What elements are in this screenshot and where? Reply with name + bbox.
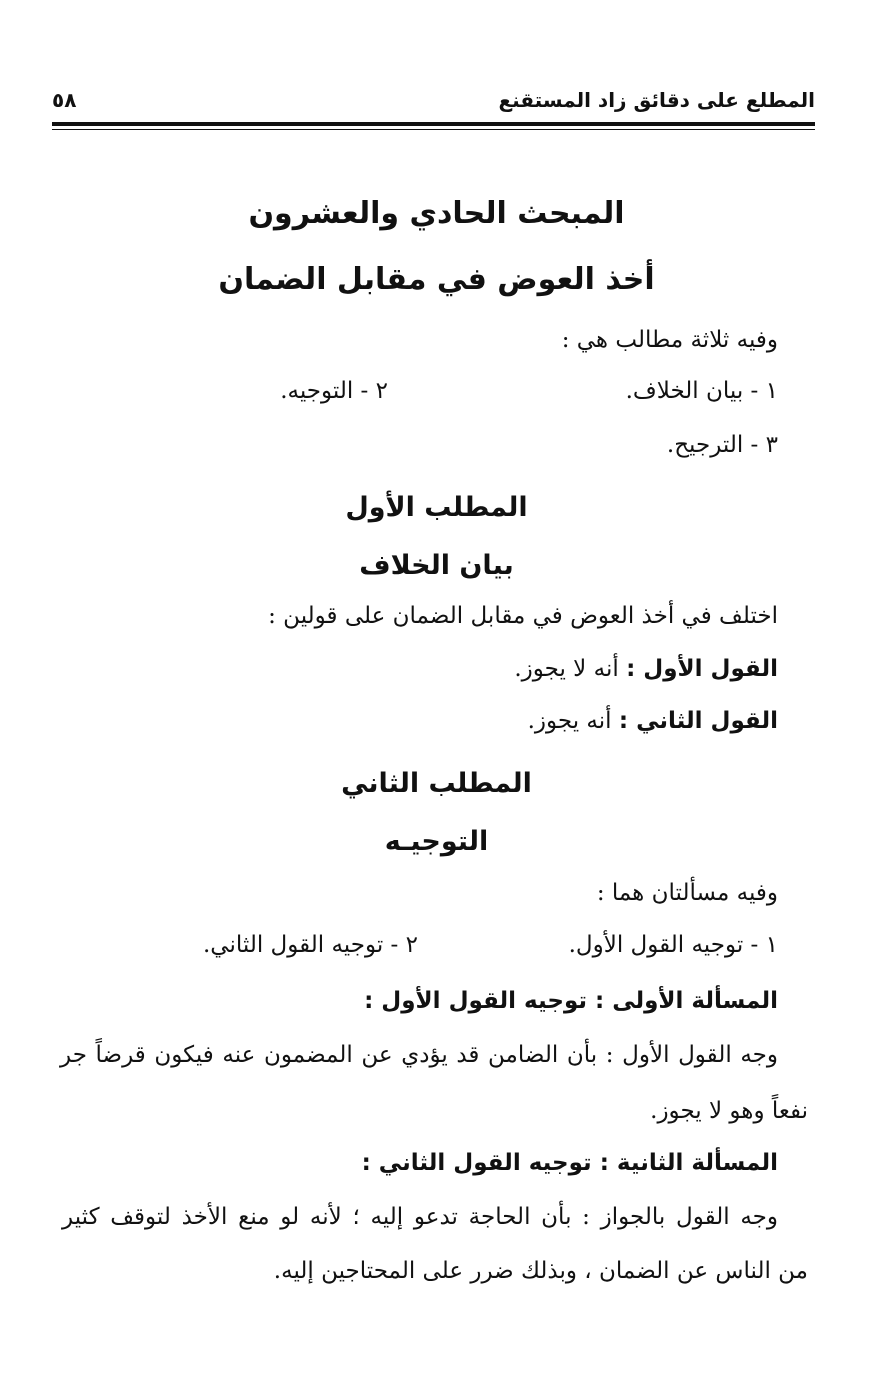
opinion-one: [514, 656, 778, 682]
opinion-two-text: أنه يجوز.: [527, 708, 612, 734]
opinion-two: [528, 708, 778, 734]
header-rule: [52, 122, 815, 126]
part-two-item-1: ١ - توجيه القول الأول.: [568, 932, 778, 958]
section-subtitle: أخذ العوض في مقابل الضمان: [218, 262, 655, 297]
section-title: المبحث الحادي والعشرون: [248, 196, 625, 231]
issue-one-line-2: نفعاً وهو لا يجوز.: [650, 1098, 808, 1124]
part-two-intro: وفيه مسألتان هما :: [596, 880, 778, 906]
book-title: المطلع على دقائق زاد المستقنع: [498, 88, 815, 112]
part-one-intro: اختلف في أخذ العوض في مقابل الضمان على قولين :: [268, 603, 778, 629]
part-one-subtitle: بيان الخلاف: [359, 550, 514, 581]
issue-two-line-2: من الناس عن الضمان ، وبذلك ضرر على المحتاجين إليه.: [273, 1258, 808, 1284]
intro-item-3: ٣ - الترجيح.: [666, 432, 778, 458]
part-two-subtitle: التوجيـه: [384, 826, 489, 857]
issue-one-line-1: وجه القول الأول : بأن الضامن قد يؤدي عن المضمون عنه فيكون قرضاً جر: [60, 1042, 778, 1068]
intro-item-1: ١ - بيان الخلاف.: [625, 378, 778, 404]
intro-item-2: ٢ - التوجيه.: [280, 378, 388, 404]
page-header: [52, 88, 815, 118]
opinion-one-text: أنه لا يجوز.: [514, 656, 619, 682]
issue-two-heading: المسألة الثانية : توجيه القول الثاني :: [361, 1150, 778, 1176]
issue-one-heading: المسألة الأولى : توجيه القول الأول :: [364, 988, 778, 1014]
opinion-one-label: القول الأول :: [626, 656, 778, 682]
page-number: ٥٨: [52, 88, 77, 112]
issue-two-line-1: وجه القول بالجواز : بأن الحاجة تدعو إليه ؛ لأنه لو منع الأخذ لتوقف كثير: [62, 1204, 778, 1230]
part-two-item-2: ٢ - توجيه القول الثاني.: [202, 932, 418, 958]
part-one-title: المطلب الأول: [345, 492, 528, 523]
intro-text: وفيه ثلاثة مطالب هي :: [561, 327, 778, 353]
part-two-title: المطلب الثاني: [341, 768, 532, 799]
header-rule-thin: [52, 129, 815, 130]
opinion-two-label: القول الثاني :: [618, 708, 778, 734]
